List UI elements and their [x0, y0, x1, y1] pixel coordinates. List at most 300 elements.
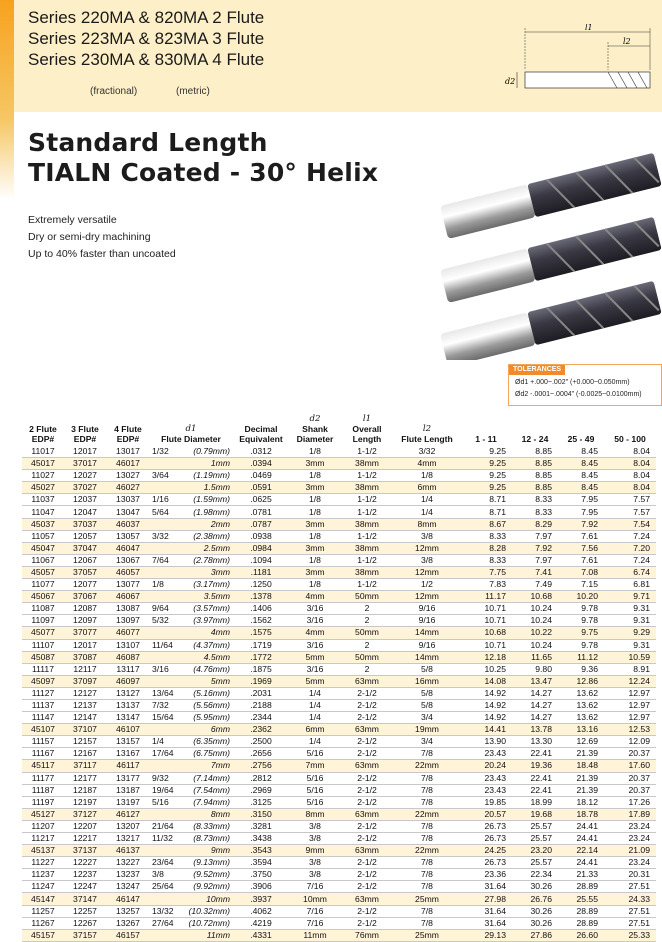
flute-length: 3/4 [394, 736, 460, 748]
flute-dia-metric: (5.95mm) [180, 712, 232, 724]
flute-length: 5/8 [394, 687, 460, 699]
price-12-24: 8.85 [512, 482, 558, 494]
flute-dia-frac: 23/64 [150, 857, 180, 869]
flute-length: 7/8 [394, 772, 460, 784]
table-row [22, 905, 656, 917]
series-line-2: Series 223MA & 823MA 3 Flute [28, 29, 265, 48]
flute-length: 7/8 [394, 820, 460, 832]
flute-dia-metric: 10mm [180, 893, 232, 905]
flute-dia-metric: (8.33mm) [180, 820, 232, 832]
shank-dia: 7/16 [290, 917, 340, 929]
price-12-24: 23.20 [512, 845, 558, 857]
flute-length: 25mm [394, 893, 460, 905]
price-12-24: 10.22 [512, 627, 558, 639]
price-50-100: 27.51 [604, 905, 656, 917]
table-row [22, 893, 656, 905]
table-row [22, 796, 656, 808]
price-50-100: 8.04 [604, 458, 656, 470]
flute-length: 9/16 [394, 615, 460, 627]
overall-length: 63mm [340, 845, 394, 857]
edp-2flute: 11157 [22, 736, 64, 748]
table-row [22, 470, 656, 482]
flute-dia-frac [150, 760, 180, 772]
shank-dia: 5mm [290, 651, 340, 663]
table-row [22, 627, 656, 639]
decimal-equiv: .0781 [232, 506, 290, 518]
flute-dia-metric: (7.94mm) [180, 796, 232, 808]
flute-dia-frac: 11/32 [150, 833, 180, 845]
flute-dia-metric: (1.98mm) [180, 506, 232, 518]
decimal-equiv: .3750 [232, 869, 290, 881]
decimal-equiv: .1181 [232, 566, 290, 578]
flute-dia-metric: (3.97mm) [180, 615, 232, 627]
price-1-11: 10.71 [460, 639, 512, 651]
flute-length: 7/8 [394, 881, 460, 893]
edp-4flute: 13017 [106, 446, 150, 458]
overall-length: 63mm [340, 675, 394, 687]
flute-dia-metric: (9.13mm) [180, 857, 232, 869]
tolerances-box [508, 364, 662, 406]
table-row [22, 808, 656, 820]
edp-4flute: 46097 [106, 675, 150, 687]
shank-dia: 3mm [290, 542, 340, 554]
decimal-equiv: .2188 [232, 699, 290, 711]
price-1-11: 9.25 [460, 482, 512, 494]
shank-dia: 1/4 [290, 687, 340, 699]
flute-dia-metric: 6mm [180, 724, 232, 736]
overall-length: 2-1/2 [340, 699, 394, 711]
overall-length: 2-1/2 [340, 736, 394, 748]
flute-dia-frac: 9/32 [150, 772, 180, 784]
overall-length: 50mm [340, 651, 394, 663]
edp-2flute: 45077 [22, 627, 64, 639]
flute-length: 7/8 [394, 905, 460, 917]
decimal-equiv: .2500 [232, 736, 290, 748]
price-12-24: 11.65 [512, 651, 558, 663]
price-1-11: 10.71 [460, 603, 512, 615]
edp-4flute: 46087 [106, 651, 150, 663]
price-25-49: 13.62 [558, 687, 604, 699]
edp-3flute: 12097 [64, 615, 106, 627]
edp-4flute: 46047 [106, 542, 150, 554]
flute-dia-frac: 17/64 [150, 748, 180, 760]
price-25-49: 18.48 [558, 760, 604, 772]
l1-symbol: l1 [362, 414, 372, 424]
edp-2flute: 11197 [22, 796, 64, 808]
table-row [22, 591, 656, 603]
price-25-49: 9.78 [558, 639, 604, 651]
price-1-11: 14.41 [460, 724, 512, 736]
price-25-49: 24.41 [558, 833, 604, 845]
edp-4flute: 13117 [106, 663, 150, 675]
edp-4flute: 13137 [106, 699, 150, 711]
flute-dia-frac: 19/64 [150, 784, 180, 796]
shank-dia: 1/4 [290, 699, 340, 711]
overall-length: 2-1/2 [340, 784, 394, 796]
edp-3flute: 12087 [64, 603, 106, 615]
overall-length: 2 [340, 663, 394, 675]
flute-dia-frac: 1/8 [150, 579, 180, 591]
flute-dia-frac [150, 518, 180, 530]
edp-4flute: 13207 [106, 820, 150, 832]
price-1-11: 10.71 [460, 615, 512, 627]
table-row [22, 494, 656, 506]
price-1-11: 10.25 [460, 663, 512, 675]
edp-4flute: 13217 [106, 833, 150, 845]
flute-dia-metric: 3.5mm [180, 591, 232, 603]
table-row [22, 845, 656, 857]
overall-length: 2-1/2 [340, 712, 394, 724]
shank-dia: 4mm [290, 627, 340, 639]
flute-dia-metric: (6.75mm) [180, 748, 232, 760]
flute-length: 12mm [394, 566, 460, 578]
decimal-equiv: .3937 [232, 893, 290, 905]
decimal-equiv: .3543 [232, 845, 290, 857]
flute-length: 7/8 [394, 784, 460, 796]
edp-3flute: 12037 [64, 494, 106, 506]
flute-length: 1/2 [394, 579, 460, 591]
edp-3flute: 12077 [64, 579, 106, 591]
price-1-11: 8.71 [460, 506, 512, 518]
price-1-11: 27.98 [460, 893, 512, 905]
flute-dia-metric: 3mm [180, 566, 232, 578]
edp-2flute: 11147 [22, 712, 64, 724]
feature-item: Up to 40% faster than uncoated [28, 248, 176, 260]
edp-3flute: 37097 [64, 675, 106, 687]
price-1-11: 23.43 [460, 772, 512, 784]
price-1-11: 24.25 [460, 845, 512, 857]
price-1-11: 8.71 [460, 494, 512, 506]
table-row [22, 833, 656, 845]
shank-label: Shank Diameter [296, 424, 334, 444]
price-1-11: 14.92 [460, 712, 512, 724]
edp-3flute: 12217 [64, 833, 106, 845]
flute-length: 3/8 [394, 530, 460, 542]
series-line-1: Series 220MA & 820MA 2 Flute [28, 8, 265, 27]
price-50-100: 27.51 [604, 917, 656, 929]
shank-dia: 1/8 [290, 494, 340, 506]
edp-2flute: 45027 [22, 482, 64, 494]
edp-3flute: 37047 [64, 542, 106, 554]
table-row [22, 615, 656, 627]
edp-2flute: 11247 [22, 881, 64, 893]
overall-length: 63mm [340, 760, 394, 772]
flute-dia-metric: 2.5mm [180, 542, 232, 554]
flute-dia-frac: 13/32 [150, 905, 180, 917]
price-25-49: 21.39 [558, 748, 604, 760]
edp-3flute: 12167 [64, 748, 106, 760]
decimal-equiv: .4062 [232, 905, 290, 917]
price-12-24: 26.76 [512, 893, 558, 905]
flute-length: 22mm [394, 808, 460, 820]
overall-length: 38mm [340, 482, 394, 494]
edp-2flute: 11087 [22, 603, 64, 615]
flute-dia-frac: 21/64 [150, 820, 180, 832]
edp-2flute: 11187 [22, 784, 64, 796]
series-line-3: Series 230MA & 830MA 4 Flute [28, 50, 265, 69]
price-50-100: 6.74 [604, 566, 656, 578]
price-12-24: 7.49 [512, 579, 558, 591]
orange-strip [0, 0, 14, 200]
table-row [22, 542, 656, 554]
shank-dia: 3/16 [290, 603, 340, 615]
price-12-24: 9.80 [512, 663, 558, 675]
shank-dia: 10mm [290, 893, 340, 905]
price-1-11: 8.33 [460, 530, 512, 542]
table-row [22, 482, 656, 494]
overall-length: 63mm [340, 893, 394, 905]
price-12-24: 30.26 [512, 881, 558, 893]
price-1-11: 26.73 [460, 833, 512, 845]
edp-4flute: 46107 [106, 724, 150, 736]
table-row [22, 869, 656, 881]
edp-3flute: 12207 [64, 820, 106, 832]
table-row [22, 724, 656, 736]
overall-length: 38mm [340, 542, 394, 554]
price-12-24: 22.34 [512, 869, 558, 881]
flute-dia-frac: 3/64 [150, 470, 180, 482]
metric-label: (metric) [176, 86, 210, 97]
price-50-100: 17.89 [604, 808, 656, 820]
edp-2flute: 11127 [22, 687, 64, 699]
overall-length: 2-1/2 [340, 796, 394, 808]
col-shank [290, 414, 340, 446]
edp-2flute: 45047 [22, 542, 64, 554]
price-25-49: 21.39 [558, 784, 604, 796]
flute-dia-metric: (3.17mm) [180, 579, 232, 591]
overall-length: 1-1/2 [340, 446, 394, 458]
price-12-24: 22.41 [512, 748, 558, 760]
d1-symbol: d1 [185, 424, 197, 434]
shank-dia: 5/16 [290, 784, 340, 796]
overall-length: 2-1/2 [340, 687, 394, 699]
price-25-49: 13.62 [558, 712, 604, 724]
price-1-11: 23.43 [460, 784, 512, 796]
edp-3flute: 37027 [64, 482, 106, 494]
edp-3flute: 37037 [64, 518, 106, 530]
overall-length: 2-1/2 [340, 833, 394, 845]
flute-dia-metric: (7.14mm) [180, 772, 232, 784]
tolerance-d2: Ød2 -.0001~.0004" (-0.0025~0.0100mm) [515, 391, 642, 398]
flute-dia-frac [150, 591, 180, 603]
price-25-49: 21.39 [558, 772, 604, 784]
price-1-11: 31.64 [460, 881, 512, 893]
edp-4flute: 46157 [106, 929, 150, 941]
flute-length: 7/8 [394, 857, 460, 869]
price-25-49: 26.60 [558, 929, 604, 941]
price-25-49: 9.75 [558, 627, 604, 639]
price-50-100: 6.81 [604, 579, 656, 591]
edp-2flute: 11057 [22, 530, 64, 542]
flute-length: 22mm [394, 845, 460, 857]
price-50-100: 8.04 [604, 482, 656, 494]
flute-length: 7/8 [394, 869, 460, 881]
edp-3flute: 12197 [64, 796, 106, 808]
edp-table [22, 414, 656, 942]
shank-dia: 7mm [290, 760, 340, 772]
edp-3flute: 12227 [64, 857, 106, 869]
price-12-24: 30.26 [512, 905, 558, 917]
flute-dia-metric: (6.35mm) [180, 736, 232, 748]
flute-dia-metric: 1mm [180, 458, 232, 470]
edp-3flute: 12047 [64, 506, 106, 518]
edp-2flute: 11227 [22, 857, 64, 869]
overall-length: 1-1/2 [340, 494, 394, 506]
overall-length: 1-1/2 [340, 530, 394, 542]
tolerances-title: TOLERANCES [509, 365, 565, 375]
flute-dia-frac: 11/64 [150, 639, 180, 651]
table-row [22, 651, 656, 663]
overall-length: 38mm [340, 518, 394, 530]
shank-dia: 1/8 [290, 506, 340, 518]
tolerance-d1: Ød1 +.000~.002" (+0.000~0.050mm) [515, 379, 630, 386]
price-1-11: 26.73 [460, 857, 512, 869]
flute-length: 1/8 [394, 470, 460, 482]
edp-2flute: 45127 [22, 808, 64, 820]
decimal-equiv: .0938 [232, 530, 290, 542]
decimal-equiv: .2344 [232, 712, 290, 724]
edp-4flute: 13027 [106, 470, 150, 482]
edp-4flute: 46067 [106, 591, 150, 603]
price-12-24: 27.86 [512, 929, 558, 941]
shank-dia: 1/4 [290, 712, 340, 724]
flute-dia-frac: 5/32 [150, 615, 180, 627]
edp-4flute: 13247 [106, 881, 150, 893]
price-50-100: 25.33 [604, 929, 656, 941]
edp-3flute: 12067 [64, 554, 106, 566]
shank-dia: 5/16 [290, 748, 340, 760]
overall-length: 2-1/2 [340, 748, 394, 760]
price-25-49: 8.45 [558, 458, 604, 470]
price-12-24: 10.24 [512, 615, 558, 627]
decimal-equiv: .1719 [232, 639, 290, 651]
shank-dia: 8mm [290, 808, 340, 820]
price-50-100: 7.24 [604, 554, 656, 566]
edp-2flute: 45067 [22, 591, 64, 603]
flute-dia-frac: 7/32 [150, 699, 180, 711]
flute-length: 14mm [394, 627, 460, 639]
price-50-100: 8.04 [604, 446, 656, 458]
edp-2flute: 45107 [22, 724, 64, 736]
decimal-equiv: .3906 [232, 881, 290, 893]
price-25-49: 21.33 [558, 869, 604, 881]
price-50-100: 12.97 [604, 712, 656, 724]
edp-2flute: 45017 [22, 458, 64, 470]
table-row [22, 663, 656, 675]
flute-dia-metric: (2.78mm) [180, 554, 232, 566]
overall-label: Overall Length [352, 424, 382, 444]
d2-symbol: d2 [309, 414, 321, 424]
flute-length: 14mm [394, 651, 460, 663]
edp-4flute: 13127 [106, 687, 150, 699]
overall-length: 2 [340, 603, 394, 615]
flute-dia-frac [150, 482, 180, 494]
decimal-equiv: .2031 [232, 687, 290, 699]
edp-2flute: 11267 [22, 917, 64, 929]
col-flute-diameter [150, 414, 232, 446]
price-25-49: 8.45 [558, 470, 604, 482]
flute-dia-frac [150, 458, 180, 470]
shank-dia: 5/16 [290, 796, 340, 808]
flute-dia-frac: 1/32 [150, 446, 180, 458]
price-12-24: 25.57 [512, 857, 558, 869]
table-row [22, 736, 656, 748]
table-row [22, 530, 656, 542]
edp-4flute: 13157 [106, 736, 150, 748]
shank-dia: 3/16 [290, 615, 340, 627]
edp-3flute: 37017 [64, 458, 106, 470]
edp-4flute: 46127 [106, 808, 150, 820]
edp-2flute: 11017 [22, 446, 64, 458]
edp-3flute: 12137 [64, 699, 106, 711]
decimal-equiv: .1875 [232, 663, 290, 675]
price-12-24: 22.41 [512, 784, 558, 796]
l2-label: l2 [623, 37, 631, 46]
price-50-100: 8.04 [604, 470, 656, 482]
edp-4flute: 13037 [106, 494, 150, 506]
price-1-11: 14.92 [460, 699, 512, 711]
price-25-49: 7.56 [558, 542, 604, 554]
price-50-100: 27.51 [604, 881, 656, 893]
edp-3flute: 37147 [64, 893, 106, 905]
edp-4flute: 46037 [106, 518, 150, 530]
price-25-49: 28.89 [558, 905, 604, 917]
overall-length: 2-1/2 [340, 820, 394, 832]
price-1-11: 20.24 [460, 760, 512, 772]
decimal-equiv: .2969 [232, 784, 290, 796]
flute-dia-metric: 11mm [180, 929, 232, 941]
overall-length: 63mm [340, 808, 394, 820]
edp-4flute: 13177 [106, 772, 150, 784]
price-25-49: 12.86 [558, 675, 604, 687]
table-row [22, 712, 656, 724]
edp-3flute: 37107 [64, 724, 106, 736]
price-12-24: 7.41 [512, 566, 558, 578]
price-50-100: 12.97 [604, 687, 656, 699]
edp-3flute: 12187 [64, 784, 106, 796]
overall-length: 76mm [340, 929, 394, 941]
shank-dia: 3/16 [290, 639, 340, 651]
edp-2flute: 45147 [22, 893, 64, 905]
decimal-equiv: .2362 [232, 724, 290, 736]
flute-dia-metric: (8.73mm) [180, 833, 232, 845]
price-50-100: 21.09 [604, 845, 656, 857]
price-25-49: 18.12 [558, 796, 604, 808]
price-12-24: 22.41 [512, 772, 558, 784]
shank-dia: 1/8 [290, 446, 340, 458]
table-header-row [22, 414, 656, 446]
price-50-100: 12.24 [604, 675, 656, 687]
decimal-equiv: .2756 [232, 760, 290, 772]
price-12-24: 7.97 [512, 530, 558, 542]
price-25-49: 24.41 [558, 857, 604, 869]
edp-4flute: 13047 [106, 506, 150, 518]
overall-length: 2-1/2 [340, 917, 394, 929]
flute-dia-frac: 27/64 [150, 917, 180, 929]
flute-diameter-label: Flute Diameter [161, 434, 221, 444]
price-1-11: 8.28 [460, 542, 512, 554]
edp-2flute: 11107 [22, 639, 64, 651]
edp-3flute: 12267 [64, 917, 106, 929]
price-1-11: 9.25 [460, 446, 512, 458]
col-decimal: Decimal Equivalent [239, 424, 283, 444]
price-12-24: 30.26 [512, 917, 558, 929]
edp-3flute: 37157 [64, 929, 106, 941]
overall-length: 38mm [340, 458, 394, 470]
edp-4flute: 46077 [106, 627, 150, 639]
end-mill-diagram [505, 24, 655, 104]
price-25-49: 13.62 [558, 699, 604, 711]
